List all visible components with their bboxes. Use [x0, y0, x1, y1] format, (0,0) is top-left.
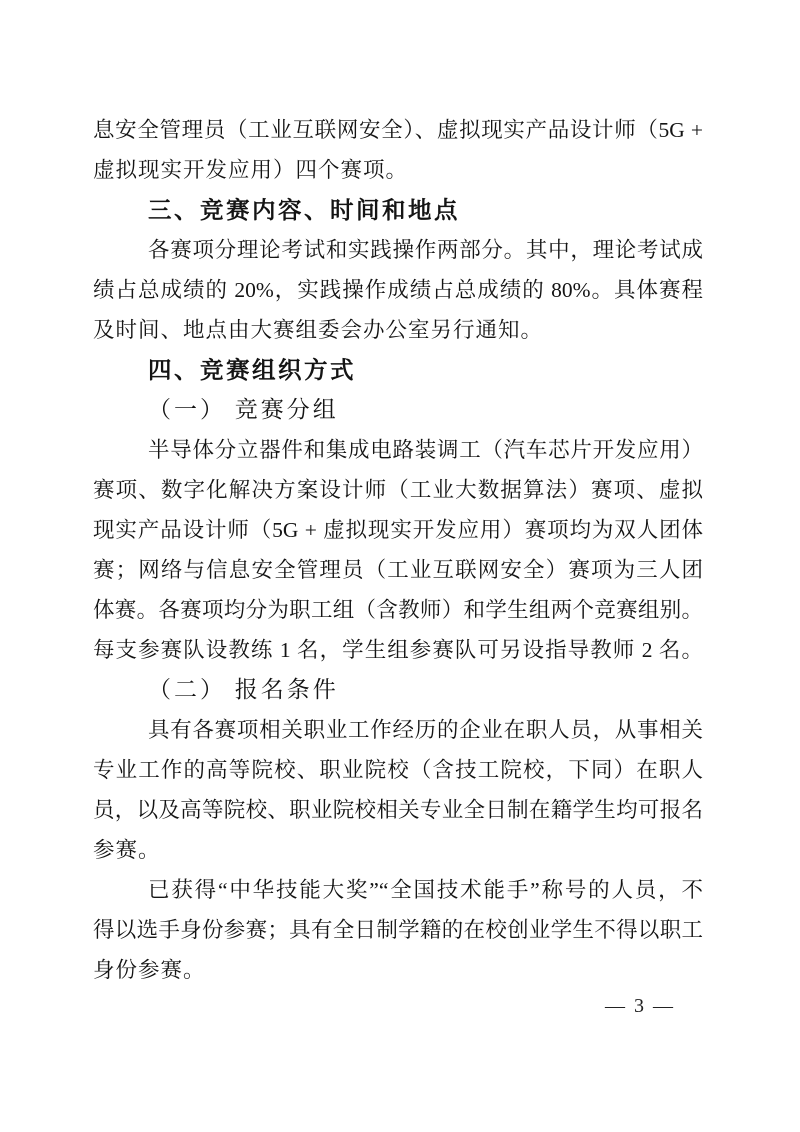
- text-line: 虚拟现实开发应用）四个赛项。: [93, 158, 409, 182]
- text-line: 绩占总成绩的 20%，实践操作成绩占总成绩的 80%。具体赛程: [93, 278, 703, 302]
- text-line: 员，以及高等院校、职业院校相关专业全日制在籍学生均可报名: [93, 798, 703, 822]
- text-line: 赛项、数字化解决方案设计师（工业大数据算法）赛项、虚拟: [93, 478, 703, 502]
- text-line: 各赛项分理论考试和实践操作两部分。其中，理论考试成: [148, 238, 703, 262]
- text-line: 身份参赛。: [93, 958, 206, 982]
- text-line: 息安全管理员（工业互联网安全）、虚拟现实产品设计师（5G +: [93, 118, 703, 142]
- text-line: 得以选手身份参赛；具有全日制学籍的在校创业学生不得以职工: [93, 918, 703, 942]
- text-line: 及时间、地点由大赛组委会办公室另行通知。: [93, 318, 544, 342]
- text-line: 现实产品设计师（5G + 虚拟现实开发应用）赛项均为双人团体: [93, 518, 703, 542]
- text-line: 已获得“中华技能大奖”“全国技术能手”称号的人员，不: [148, 878, 703, 902]
- text-line: 具有各赛项相关职业工作经历的企业在职人员，从事相关: [148, 718, 703, 742]
- text-line: 体赛。各赛项均分为职工组（含教师）和学生组两个竞赛组别。: [93, 598, 703, 622]
- page-number: — 3 —: [605, 995, 675, 1017]
- text-line: 半导体分立器件和集成电路装调工（汽车芯片开发应用）: [148, 438, 703, 462]
- text-line: 专业工作的高等院校、职业院校（含技工院校，下同）在职人: [93, 758, 703, 782]
- subsection-heading-2: （二） 报名条件: [148, 677, 339, 702]
- text-line: 每支参赛队设教练 1 名，学生组参赛队可另设指导教师 2 名。: [93, 638, 703, 662]
- text-line: 参赛。: [93, 838, 161, 862]
- section-heading-4: 四、竞赛组织方式: [148, 357, 356, 383]
- section-heading-3: 三、竞赛内容、时间和地点: [148, 197, 460, 223]
- subsection-heading-1: （一） 竞赛分组: [148, 397, 339, 422]
- text-line: 赛；网络与信息安全管理员（工业互联网安全）赛项为三人团: [93, 558, 703, 582]
- document-body: [93, 110, 703, 990]
